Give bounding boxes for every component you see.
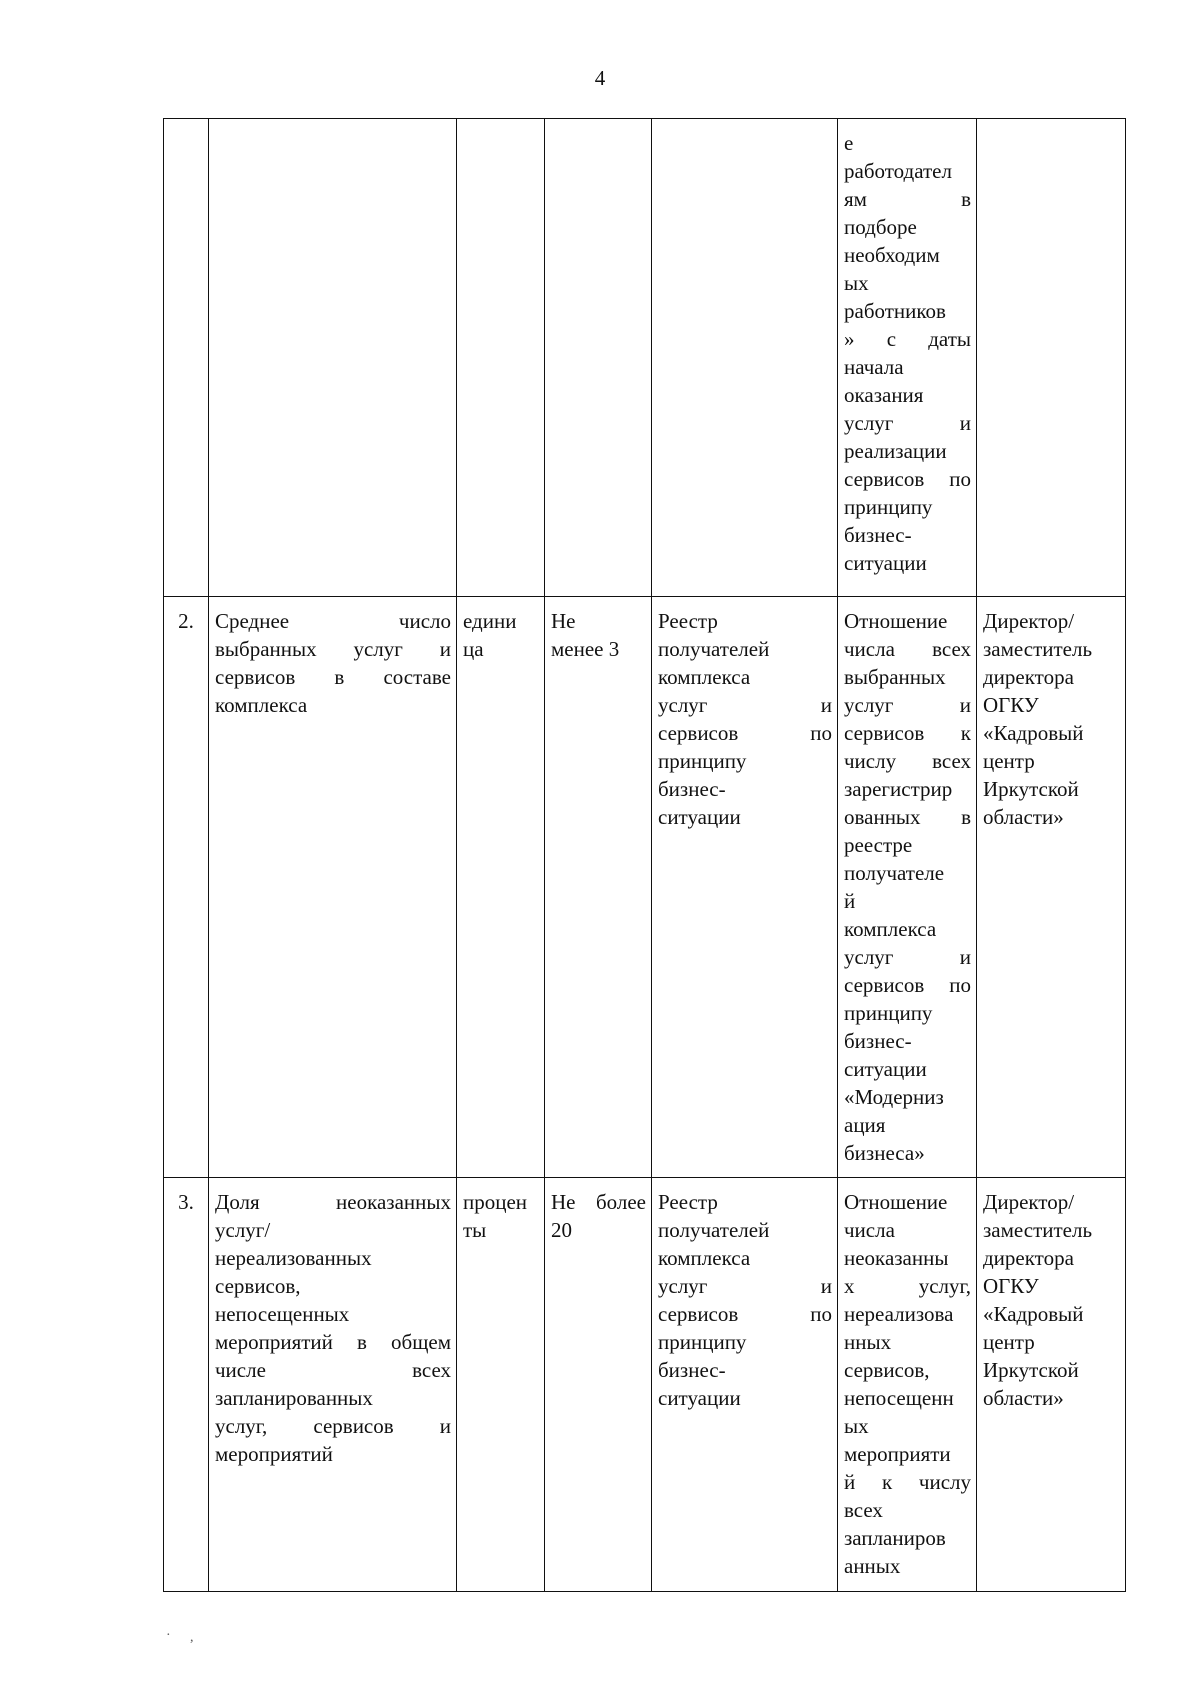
- cell-text-line: «Модерниз: [844, 1085, 944, 1109]
- cell-text-line: нных: [844, 1330, 892, 1354]
- cell-source: [652, 119, 838, 597]
- cell-text-line: Реестр: [658, 1190, 718, 1214]
- cell-number: [164, 119, 209, 597]
- cell-method: [838, 119, 977, 597]
- cell-text-line: ситуации: [844, 551, 927, 575]
- cell-method: [838, 597, 977, 1178]
- cell-text-line: Не более: [551, 1190, 646, 1214]
- cell-indicator: [209, 597, 457, 1178]
- cell-number: 3.: [164, 1178, 209, 1592]
- cell-text-line: ситуации: [658, 805, 741, 829]
- cell-text-line: выбранных: [844, 665, 946, 689]
- cell-text-line: ям в: [844, 187, 971, 211]
- cell-text-line: услуг, сервисов и: [215, 1414, 451, 1438]
- cell-text-line: подборе: [844, 215, 917, 239]
- cell-text-line: «Кадровый: [983, 1302, 1084, 1326]
- cell-text-line: директора: [983, 1246, 1074, 1270]
- cell-text-line: ованных в: [844, 805, 971, 829]
- cell-unit: [457, 597, 545, 1178]
- cell-text-line: Иркутской: [983, 1358, 1079, 1382]
- cell-text-line: выбранных услуг и: [215, 637, 451, 661]
- cell-text-line: Доля неоказанных: [215, 1190, 451, 1214]
- cell-text-line: комплекса: [658, 1246, 751, 1270]
- cell-indicator: [209, 1178, 457, 1592]
- cell-text-line: анных: [844, 1554, 901, 1578]
- cell-text-line: услуг и: [658, 1274, 832, 1298]
- cell-text-line: ОГКУ: [983, 693, 1039, 717]
- cell-text-line: сервисов по: [658, 721, 832, 745]
- cell-text-line: области»: [983, 1386, 1064, 1410]
- cell-target: [545, 597, 652, 1178]
- cell-text-line: Отношение: [844, 609, 948, 633]
- cell-text-line: сервисов,: [844, 1358, 930, 1382]
- cell-text-line: комплекса: [658, 665, 751, 689]
- cell-number: 2.: [164, 597, 209, 1178]
- cell-text-line: е: [844, 131, 854, 155]
- cell-text-line: непосещенных: [215, 1302, 350, 1326]
- cell-text-line: комплекса: [844, 917, 937, 941]
- cell-text-line: бизнес-: [658, 1358, 726, 1382]
- page-number: 4: [594, 66, 606, 90]
- cell-text-line: начала: [844, 355, 904, 379]
- cell-text-line: мероприятий в общем: [215, 1330, 451, 1354]
- cell-text-line: Не: [551, 609, 576, 633]
- cell-text-line: услуг и: [844, 693, 971, 717]
- cell-text-line: работодател: [844, 159, 952, 183]
- cell-text-line: Иркутской: [983, 777, 1079, 801]
- cell-text-line: числе всех: [215, 1358, 451, 1382]
- cell-source: [652, 597, 838, 1178]
- cell-text-line: работников: [844, 299, 946, 323]
- cell-text-line: директора: [983, 665, 1074, 689]
- cell-text-line: комплекса: [215, 693, 308, 717]
- cell-source: [652, 1178, 838, 1592]
- cell-text-line: й к числу: [844, 1470, 971, 1494]
- cell-text-line: 20: [551, 1218, 572, 1242]
- cell-text-line: ты: [463, 1218, 487, 1242]
- cell-text-line: получателе: [844, 861, 945, 885]
- cell-responsible: [977, 1178, 1126, 1592]
- cell-text-line: «Кадровый: [983, 721, 1084, 745]
- cell-text-line: принципу: [844, 1001, 933, 1025]
- cell-text-line: процен: [463, 1190, 528, 1214]
- cell-text-line: центр: [983, 1330, 1035, 1354]
- cell-text-line: сервисов по: [658, 1302, 832, 1326]
- cell-text-line: запланированных: [215, 1386, 373, 1410]
- cell-method: [838, 1178, 977, 1592]
- cell-text-line: числа всех: [844, 637, 971, 661]
- cell-text-line: Директор/: [983, 609, 1075, 633]
- cell-text-line: бизнес-: [844, 1029, 912, 1053]
- cell-text-line: неоказанны: [844, 1246, 949, 1270]
- cell-text-line: услуг/: [215, 1218, 271, 1242]
- cell-text-line: принципу: [844, 495, 933, 519]
- cell-text-line: реестре: [844, 833, 913, 857]
- cell-text-line: мероприятий: [215, 1442, 333, 1466]
- table-row: [164, 597, 1126, 1178]
- cell-text-line: зарегистрир: [844, 777, 953, 801]
- cell-text-line: ых: [844, 271, 869, 295]
- cell-text-line: сервисов к: [844, 721, 971, 745]
- cell-text-line: заместитель: [983, 637, 1093, 661]
- cell-unit: [457, 1178, 545, 1592]
- cell-text-line: сервисов по: [844, 467, 971, 491]
- cell-text-line: всех: [844, 1498, 883, 1522]
- cell-text-line: бизнес-: [658, 777, 726, 801]
- scan-speck: ,: [190, 1630, 194, 1645]
- cell-text-line: Директор/: [983, 1190, 1075, 1214]
- cell-text-line: ация: [844, 1113, 886, 1137]
- cell-unit: [457, 119, 545, 597]
- cell-text-line: » с даты: [844, 327, 971, 351]
- cell-text-line: сервисов в составе: [215, 665, 451, 689]
- cell-text-line: получателей: [658, 1218, 770, 1242]
- cell-text-line: менее 3: [551, 637, 620, 661]
- cell-text-line: принципу: [658, 1330, 747, 1354]
- table-row: [164, 1178, 1126, 1592]
- cell-text-line: числу всех: [844, 749, 971, 773]
- cell-text-line: бизнеса»: [844, 1141, 925, 1165]
- cell-text-line: получателей: [658, 637, 770, 661]
- cell-text-line: сервисов по: [844, 973, 971, 997]
- scan-speck: ·: [166, 1628, 171, 1643]
- cell-text-line: едини: [463, 609, 517, 633]
- cell-text-line: нереализова: [844, 1302, 954, 1326]
- cell-text-line: области»: [983, 805, 1064, 829]
- cell-text-line: ца: [463, 637, 484, 661]
- indicators-table: [163, 118, 1126, 1592]
- cell-text-line: мероприяти: [844, 1442, 951, 1466]
- cell-text-line: заместитель: [983, 1218, 1093, 1242]
- cell-text-line: необходим: [844, 243, 940, 267]
- cell-text-line: оказания: [844, 383, 924, 407]
- cell-text-line: Отношение: [844, 1190, 948, 1214]
- cell-text-line: бизнес-: [844, 523, 912, 547]
- cell-text-line: Среднее число: [215, 609, 451, 633]
- table-row-continuation: [164, 119, 1126, 597]
- cell-text-line: принципу: [658, 749, 747, 773]
- cell-text-line: услуг и: [658, 693, 832, 717]
- cell-text-line: Реестр: [658, 609, 718, 633]
- cell-text-line: непосещенн: [844, 1386, 954, 1410]
- cell-text-line: ОГКУ: [983, 1274, 1039, 1298]
- cell-text-line: ситуации: [844, 1057, 927, 1081]
- cell-text-line: й: [844, 889, 856, 913]
- cell-text-line: центр: [983, 749, 1035, 773]
- cell-text-line: запланиров: [844, 1526, 946, 1550]
- cell-text-line: ых: [844, 1414, 869, 1438]
- cell-target: [545, 1178, 652, 1592]
- cell-text-line: услуг и: [844, 411, 971, 435]
- cell-responsible: [977, 119, 1126, 597]
- cell-responsible: [977, 597, 1126, 1178]
- cell-text-line: сервисов,: [215, 1274, 301, 1298]
- cell-text-line: услуг и: [844, 945, 971, 969]
- cell-target: [545, 119, 652, 597]
- cell-text-line: реализации: [844, 439, 947, 463]
- cell-text-line: х услуг,: [844, 1274, 971, 1298]
- cell-indicator: [209, 119, 457, 597]
- cell-text-line: ситуации: [658, 1386, 741, 1410]
- cell-text-line: числа: [844, 1218, 895, 1242]
- cell-text-line: нереализованных: [215, 1246, 372, 1270]
